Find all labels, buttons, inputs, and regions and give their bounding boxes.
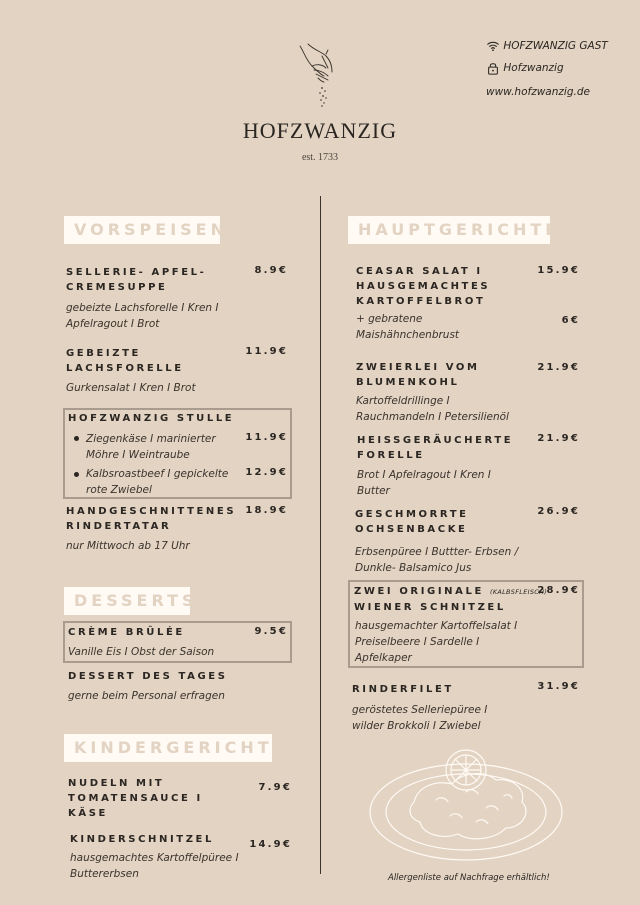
dish-name-blumenkohl: ZWEIERLEI VOM BLUMENKOHL [356, 362, 480, 388]
price-rindertatar: 18.9€ [245, 505, 288, 516]
price-rinderfilet: 31.9€ [537, 681, 580, 692]
dish-name-dessert-des-tages: DESSERT DES TAGES [68, 671, 228, 682]
price-nudeln: 7.9€ [258, 782, 292, 793]
dish-desc-kinderschnitzel: hausgemachtes Kartoffelpüree I Buttererbsen [70, 852, 239, 880]
price-blumenkohl: 21.9€ [537, 362, 580, 373]
wifi-password: Hofzwanzig [503, 62, 564, 74]
dish-name-lachsforelle: GEBEIZTE LACHSFORELLE [66, 348, 184, 374]
dish-desc-wiener-schnitzel: hausgemachter Kartoffelsalat I Preiselbeere I Sardelle I Apfelkaper [355, 620, 518, 664]
price-lachsforelle: 11.9€ [245, 346, 288, 357]
dish-desc-lachsforelle: Gurkensalat I Kren I Brot [66, 382, 196, 394]
established-text: est. 1733 [301, 152, 339, 163]
price-stulle-ziegenkaese: 11.9€ [245, 432, 288, 443]
dish-name-creme-brulee: CRÈME BRÛLÉE [68, 627, 185, 638]
lock-icon [486, 61, 500, 75]
dish-name-wiener-schnitzel: ZWEI ORIGINALE (KALBSFLEISCH) WIENER SCHNITZEL [354, 586, 548, 613]
price-extra-maishaehnchen: 6€ [561, 315, 580, 326]
wifi-info [486, 39, 608, 53]
salt-hand-logo-icon [292, 40, 342, 112]
dish-name-stulle: HOFZWANZIG STULLE [68, 413, 235, 424]
dish-note-kalbsfleisch: (KALBSFLEISCH) [489, 588, 548, 596]
dish-name-ceasar-salat: CEASAR SALAT I HAUSGEMACHTES KARTOFFELBROT [356, 266, 491, 307]
price-kinderschnitzel: 14.9€ [249, 839, 292, 850]
brand-title: HOFZWANZIG [242, 118, 398, 143]
wifi-icon [486, 39, 500, 53]
website-link[interactable]: www.hofzwanzig.de [486, 86, 590, 98]
dish-desc-ochsenbacke: Erbsenpüree I Buttter- Erbsen / Dunkle- Balsamico Jus [355, 546, 519, 574]
stulle-option-kalbsroastbeef: Kalbsroastbeef I gepickelte rote Zwiebel [86, 468, 229, 496]
price-creme-brulee: 9.5€ [254, 626, 288, 637]
dish-desc-forelle: Brot I Apfelragout I Kren I Butter [357, 469, 491, 497]
allergen-note: Allergenliste auf Nachfrage erhältlich! [388, 873, 550, 883]
price-wiener-schnitzel: 28.9€ [537, 585, 580, 596]
dish-desc-selleriesuppe: gebeizte Lachsforelle I Kren I Apfelragout I Brot [66, 302, 219, 330]
bullet-icon [74, 436, 79, 441]
dish-name-rinderfilet: RINDERFILET [352, 684, 454, 695]
dish-name-ochsenbacke: GESCHMORRTE OCHSENBACKE [355, 509, 469, 535]
dish-name-kinderschnitzel: KINDERSCHNITZEL [70, 834, 214, 845]
dish-name-rindertatar: HANDGESCHNITTENES RINDERTATAR [66, 506, 237, 532]
price-ochsenbacke: 26.9€ [537, 506, 580, 517]
password-info [486, 61, 564, 75]
section-heading-vorspeisen: VORSPEISEN [64, 216, 220, 244]
dish-desc-creme-brulee: Vanille Eis I Obst der Saison [68, 646, 215, 658]
dish-name-nudeln: NUDELN MIT TOMATENSAUCE I KÄSE [68, 778, 203, 819]
section-heading-hauptgerichte: HAUPTGERICHTE [348, 216, 550, 244]
section-heading-desserts: DESSERTS [64, 587, 190, 615]
price-ceasar-salat: 15.9€ [537, 265, 580, 276]
dish-desc-blumenkohl: Kartoffeldrillinge I Rauchmandeln I Petersilienöl [356, 395, 509, 423]
schnitzel-plate-illustration-icon [366, 742, 570, 866]
price-forelle: 21.9€ [537, 433, 580, 444]
dish-desc-dessert-des-tages: gerne beim Personal erfragen [68, 690, 225, 702]
wifi-name: HOFZWANZIG GAST [503, 40, 608, 52]
price-selleriesuppe: 8.9€ [254, 265, 288, 276]
bullet-icon [74, 472, 79, 477]
section-heading-kindergerichte: KINDERGERICHTE [64, 734, 272, 762]
dish-desc-rinderfilet: geröstetes Selleriepüree I wilder Brokkoli I Zwiebel [352, 704, 488, 732]
dish-name-forelle: HEISSGERÄUCHERTE FORELLE [357, 435, 514, 461]
dish-desc-rindertatar: nur Mittwoch ab 17 Uhr [66, 540, 190, 552]
column-divider [320, 196, 321, 874]
price-stulle-kalbsroastbeef: 12.9€ [245, 467, 288, 478]
dish-name-selleriesuppe: SELLERIE- APFEL- CREMESUPPE [66, 267, 207, 293]
extra-maishaehnchen: + gebratene Maishähnchenbrust [356, 313, 460, 341]
stulle-option-ziegenkaese: Ziegenkäse I marinierter Möhre I Weintraube [86, 433, 216, 461]
